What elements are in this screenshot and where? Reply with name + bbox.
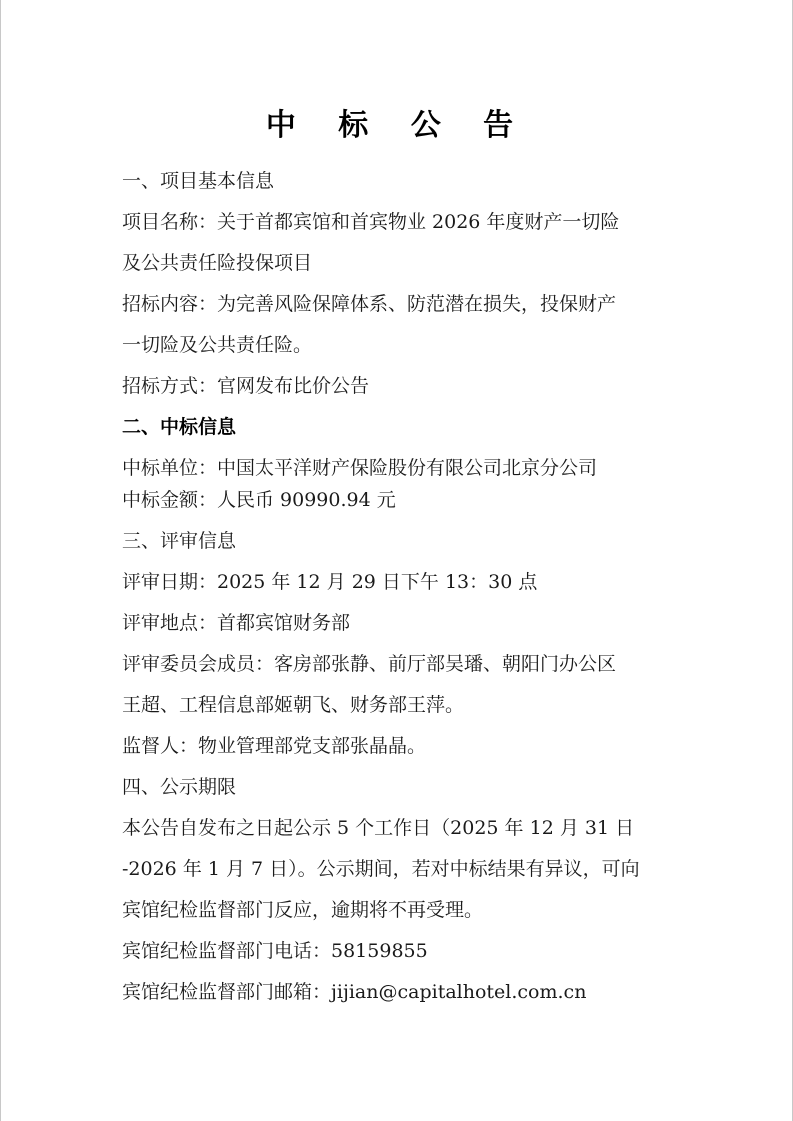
project-name-line-1: 项目名称：关于首都宾馆和首宾物业 2026 年度财产一切险 bbox=[122, 211, 620, 233]
notice-period-line-2: -2026 年 1 月 7 日）。公示期间，若对中标结果有异议，可向 bbox=[122, 858, 640, 880]
review-committee-line-1: 评审委员会成员：客房部张静、前厅部吴璠、朝阳门办公区 bbox=[122, 653, 617, 675]
review-location: 评审地点：首都宾馆财务部 bbox=[122, 612, 351, 634]
winning-bidder: 中标单位：中国太平洋财产保险股份有限公司北京分公司 bbox=[122, 457, 598, 479]
tender-method: 招标方式：官网发布比价公告 bbox=[122, 375, 370, 397]
notice-period-line-3: 宾馆纪检监督部门反应，逾期将不再受理。 bbox=[122, 899, 484, 921]
document-title: 中 标 公 告 bbox=[265, 108, 530, 143]
section-heading-project-info: 一、项目基本信息 bbox=[122, 170, 275, 192]
winning-amount: 中标金额：人民币 90990.94 元 bbox=[122, 489, 396, 511]
project-name-line-2: 及公共责任险投保项目 bbox=[122, 252, 313, 274]
review-date: 评审日期：2025 年 12 月 29 日下午 13：30 点 bbox=[122, 571, 538, 593]
tender-content-line-2: 一切险及公共责任险。 bbox=[122, 334, 313, 356]
document-body bbox=[122, 164, 682, 1016]
notice-period-line-1: 本公告自发布之日起公示 5 个工作日（2025 年 12 月 31 日 bbox=[122, 817, 635, 839]
section-heading-review-info: 三、评审信息 bbox=[122, 530, 237, 552]
review-committee-line-2: 王超、工程信息部姬朝飞、财务部王萍。 bbox=[122, 694, 465, 716]
section-heading-notice-period: 四、公示期限 bbox=[122, 776, 237, 798]
supervision-phone: 宾馆纪检监督部门电话：58159855 bbox=[122, 940, 428, 962]
section-heading-award-info: 二、中标信息 bbox=[122, 416, 237, 438]
supervision-email: 宾馆纪检监督部门邮箱：jijian@capitalhotel.com.cn bbox=[122, 981, 587, 1003]
supervisor: 监督人：物业管理部党支部张晶晶。 bbox=[122, 735, 427, 757]
tender-content-line-1: 招标内容：为完善风险保障体系、防范潜在损失，投保财产 bbox=[122, 293, 617, 315]
